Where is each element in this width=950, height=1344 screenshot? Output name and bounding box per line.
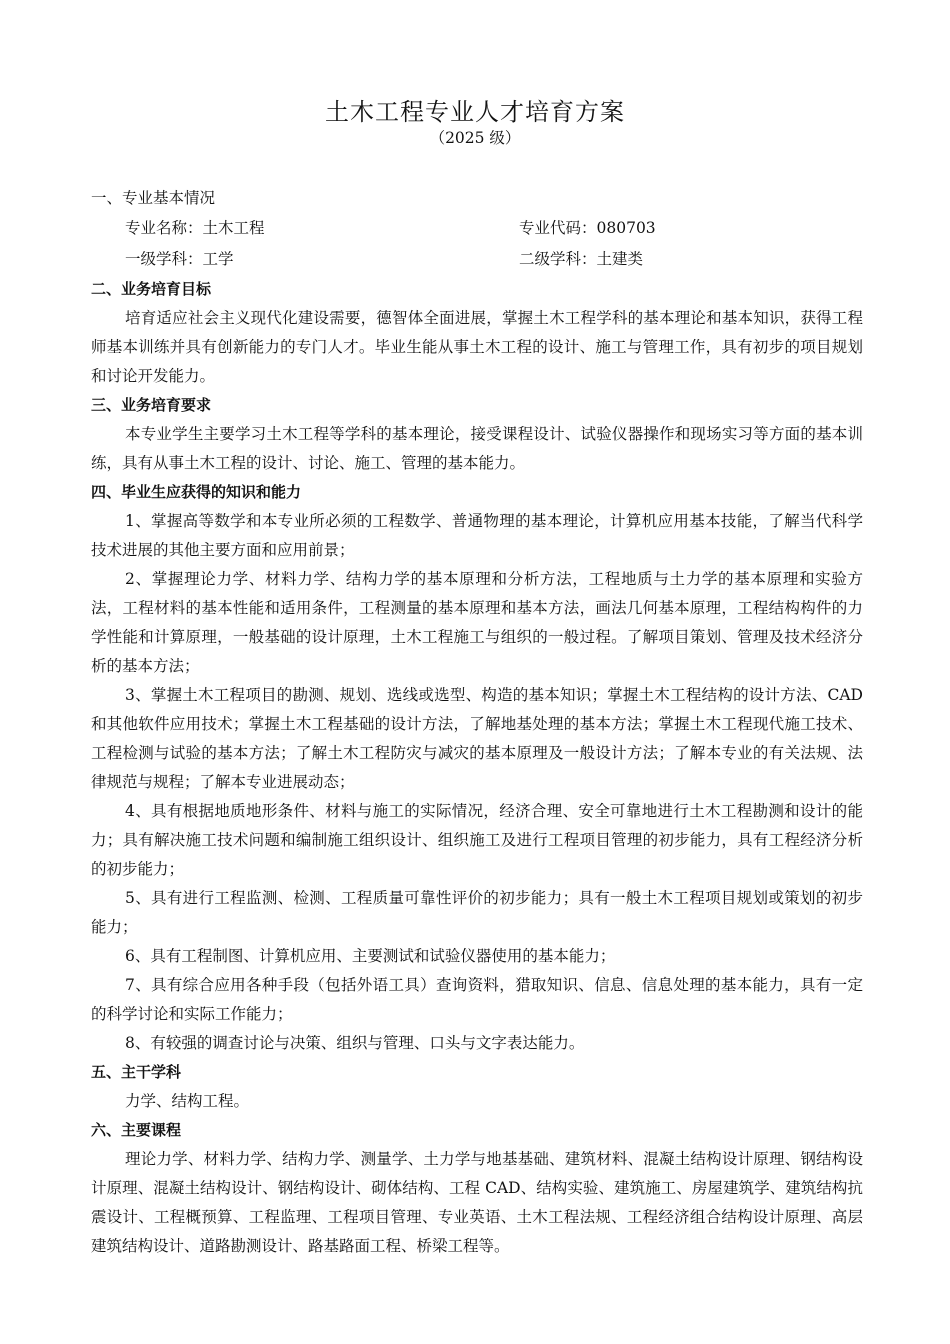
document-body [91,183,863,1261]
info-row-major [91,213,863,244]
section-heading-main-courses: 六、主要课程 [91,1121,182,1139]
ability-item-5: 5、具有进行工程监测、检测、工程质量可靠性评价的初步能力；具有一般土木工程项目规划或策划的初步能力； [91,889,863,936]
training-requirements-text: 本专业学生主要学习土木工程等学科的基本理论，接受课程设计、试验仪器操作和现场实习等方面的基本训练，具有从事土木工程的设计、讨论、施工、管理的基本能力。 [91,425,863,472]
page-title: 土木工程专业人才培育方案 [325,98,625,126]
main-courses-text: 理论力学、材料力学、结构力学、测量学、土力学与地基基础、建筑材料、混凝土结构设计原理、钢结构设计原理、混凝土结构设计、钢结构设计、砌体结构、工程 CAD、结构实验、建筑施工、房屋建筑学、建筑结构抗震设计、工程概预算、工程监理、工程项目管理、专业英语、土木工程法规、工程经济组合结构设计原理、高层建筑结构设计、道路勘测设计、路基路面工程、桥梁工程等。 [91,1150,863,1255]
ability-item-4: 4、具有根据地质地形条件、材料与施工的实际情况，经济合理、安全可靠地进行土木工程勘测和设计的能力；具有解决施工技术问题和编制施工组织设计、组织施工及进行工程项目管理的初步能力，具有工程经济分析的初步能力； [91,802,863,878]
secondary-discipline: 二级学科：土建类 [519,250,644,268]
training-goal-text: 培育适应社会主义现代化建设需要，德智体全面进展，掌握土木工程学科的基本理论和基本知识，获得工程师基本训练并具有创新能力的专门人才。毕业生能从事土木工程的设计、施工与管理工作，具有初步的项目规划和讨论开发能力。 [91,309,863,385]
section-heading-training-goal: 二、业务培育目标 [91,280,212,298]
ability-item-6: 6、具有工程制图、计算机应用、主要测试和试验仪器使用的基本能力； [125,947,616,965]
major-name: 专业名称：土木工程 [125,219,265,237]
major-code: 专业代码：080703 [519,219,656,237]
ability-item-2: 2、掌握理论力学、材料力学、结构力学的基本原理和分析方法，工程地质与土力学的基本原理和实验方法，工程材料的基本性能和适用条件，工程测量的基本原理和基本方法，画法几何基本原理，工程结构构件的力学性能和计算原理，一般基础的设计原理，土木工程施工与组织的一般过程。了解项目策划、管理及技术经济分析的基本方法； [91,570,863,675]
page-subtitle: （2025 级） [429,129,521,147]
section-heading-training-requirements: 三、业务培育要求 [91,396,212,414]
section-heading-main-disciplines: 五、主干学科 [91,1063,182,1081]
section-heading-basic-info: 一、专业基本情况 [91,189,216,207]
main-disciplines-text: 力学、结构工程。 [125,1092,250,1110]
ability-item-3: 3、掌握土木工程项目的勘测、规划、选线或选型、构造的基本知识；掌握土木工程结构的设计方法、CAD 和其他软件应用技术；掌握土木工程基础的设计方法，了解地基处理的基本方法；掌握土木工程现代施工技术、工程检测与试验的基本方法；了解土木工程防灾与减灾的基本原理及一般设计方法；了解本专业的有关法规、法律规范与规程；了解本专业进展动态； [91,686,863,791]
ability-item-1: 1、掌握高等数学和本专业所必须的工程数学、普通物理的基本理论，计算机应用基本技能，了解当代科学技术进展的其他主要方面和应用前景； [91,512,863,559]
section-heading-knowledge-abilities: 四、毕业生应获得的知识和能力 [91,483,302,501]
ability-item-7: 7、具有综合应用各种手段（包括外语工具）查询资料，猎取知识、信息、信息处理的基本能力，具有一定的科学讨论和实际工作能力； [91,976,863,1023]
primary-discipline: 一级学科：工学 [125,250,234,268]
ability-item-8: 8、有较强的调查讨论与决策、组织与管理、口头与文字表达能力。 [125,1034,585,1052]
info-row-discipline [91,244,863,275]
